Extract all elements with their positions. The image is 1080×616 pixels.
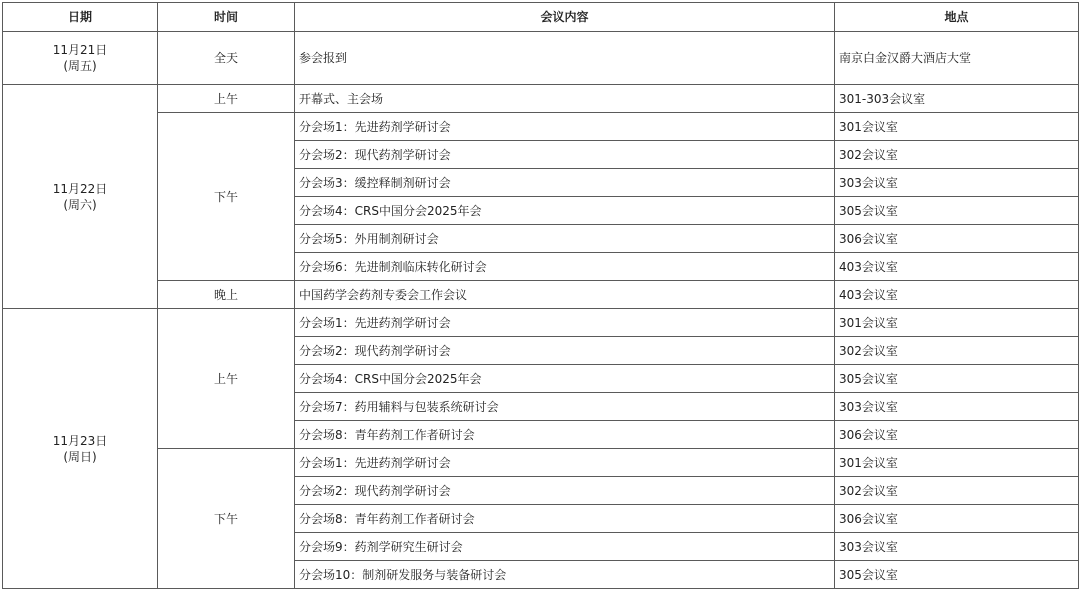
location-cell: 302会议室 <box>835 141 1079 169</box>
period-cell: 上午 <box>158 85 295 113</box>
content-cell: 分会场10：制剂研发服务与装备研讨会 <box>295 561 835 589</box>
content-cell: 分会场1：先进药剂学研讨会 <box>295 113 835 141</box>
header-date: 日期 <box>3 3 158 32</box>
date-cell <box>3 32 158 85</box>
content-cell: 分会场2：现代药剂学研讨会 <box>295 337 835 365</box>
content-cell: 分会场1：先进药剂学研讨会 <box>295 309 835 337</box>
location-cell: 301会议室 <box>835 449 1079 477</box>
content-cell: 分会场2：现代药剂学研讨会 <box>295 141 835 169</box>
location-cell: 301会议室 <box>835 113 1079 141</box>
period-cell: 下午 <box>158 113 295 281</box>
location-cell: 306会议室 <box>835 421 1079 449</box>
date-label: 11月21日 <box>52 43 108 57</box>
location-cell: 403会议室 <box>835 281 1079 309</box>
weekday-label: (周六) <box>63 197 97 212</box>
header-row <box>3 3 1079 32</box>
header-time: 时间 <box>158 3 295 32</box>
period-cell: 下午 <box>158 449 295 589</box>
content-cell: 分会场9：药剂学研究生研讨会 <box>295 533 835 561</box>
location-cell: 南京白金汉爵大酒店大堂 <box>835 32 1079 85</box>
location-cell: 306会议室 <box>835 505 1079 533</box>
table-row <box>3 281 1079 309</box>
content-cell: 分会场8：青年药剂工作者研讨会 <box>295 505 835 533</box>
content-cell: 分会场2：现代药剂学研讨会 <box>295 477 835 505</box>
period-cell: 上午 <box>158 309 295 449</box>
table-row <box>3 449 1079 477</box>
content-cell: 分会场3：缓控释制剂研讨会 <box>295 169 835 197</box>
weekday-label: (周日) <box>63 449 97 464</box>
location-cell: 303会议室 <box>835 533 1079 561</box>
location-cell: 302会议室 <box>835 477 1079 505</box>
period-cell: 全天 <box>158 32 295 85</box>
table-row <box>3 309 1079 337</box>
content-cell: 分会场1：先进药剂学研讨会 <box>295 449 835 477</box>
header-location: 地点 <box>835 3 1079 32</box>
weekday-label: (周五) <box>63 59 97 73</box>
location-cell: 403会议室 <box>835 253 1079 281</box>
location-cell: 305会议室 <box>835 365 1079 393</box>
table-row <box>3 113 1079 141</box>
content-cell: 分会场4：CRS中国分会2025年会 <box>295 197 835 225</box>
date-label: 11月22日 <box>52 181 108 196</box>
location-cell: 305会议室 <box>835 561 1079 589</box>
content-cell: 中国药学会药剂专委会工作会议 <box>295 281 835 309</box>
location-cell: 303会议室 <box>835 169 1079 197</box>
location-cell: 303会议室 <box>835 393 1079 421</box>
schedule-table <box>2 2 1079 589</box>
header-content: 会议内容 <box>295 3 835 32</box>
content-cell: 分会场8：青年药剂工作者研讨会 <box>295 421 835 449</box>
content-cell: 分会场4：CRS中国分会2025年会 <box>295 365 835 393</box>
content-cell: 开幕式、主会场 <box>295 85 835 113</box>
content-cell: 分会场6：先进制剂临床转化研讨会 <box>295 253 835 281</box>
location-cell: 305会议室 <box>835 197 1079 225</box>
period-cell: 晚上 <box>158 281 295 309</box>
table-row <box>3 32 1079 85</box>
date-cell <box>3 85 158 309</box>
location-cell: 301-303会议室 <box>835 85 1079 113</box>
location-cell: 302会议室 <box>835 337 1079 365</box>
location-cell: 306会议室 <box>835 225 1079 253</box>
table-row <box>3 85 1079 113</box>
date-label: 11月23日 <box>52 433 108 448</box>
location-cell: 301会议室 <box>835 309 1079 337</box>
content-cell: 分会场7：药用辅料与包装系统研讨会 <box>295 393 835 421</box>
content-cell: 参会报到 <box>295 32 835 85</box>
date-cell <box>3 309 158 589</box>
content-cell: 分会场5：外用制剂研讨会 <box>295 225 835 253</box>
